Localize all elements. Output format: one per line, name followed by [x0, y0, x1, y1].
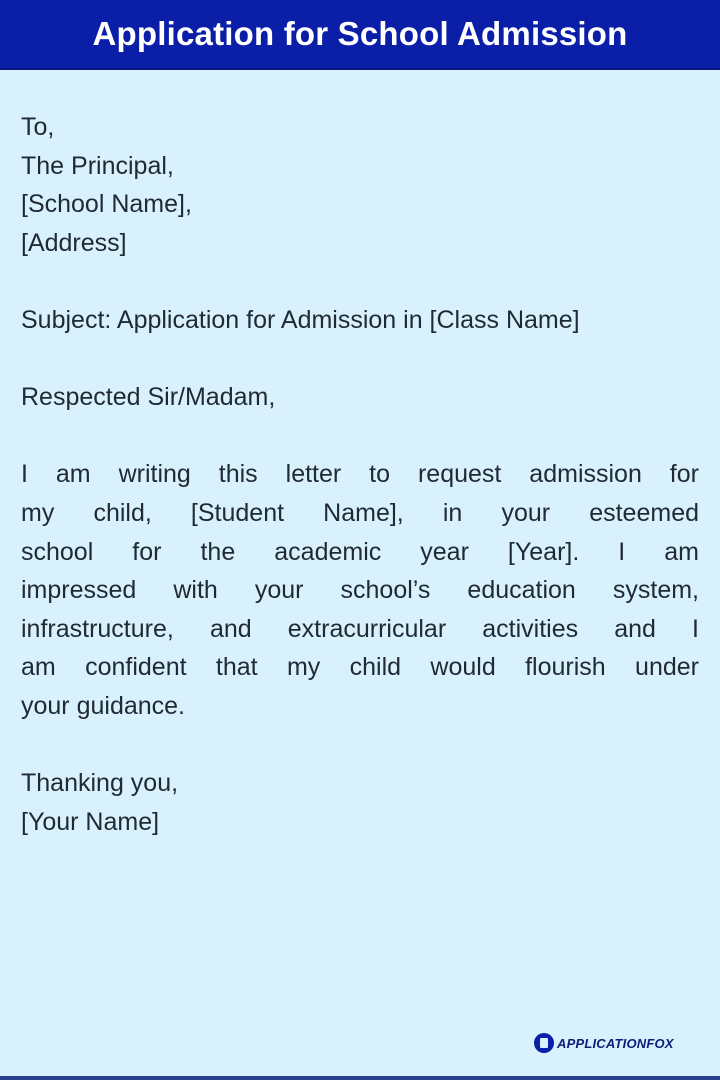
document-icon: [534, 1033, 554, 1053]
address-line: To,: [21, 113, 55, 141]
brand-logo: [534, 1033, 674, 1053]
subject-line: Subject: Application for Admission in [Class Name]: [21, 305, 580, 334]
brand-name: APPLICATIONFOX: [557, 1035, 674, 1051]
closing: Thanking you,: [21, 769, 179, 798]
body-line: impressed with your school’s education system,: [21, 576, 699, 605]
body-line: infrastructure, and extracurricular activities and I: [21, 614, 699, 643]
page-title: Application for School Admission: [92, 15, 628, 52]
letter-body: [21, 108, 699, 841]
address-line: [Address]: [21, 228, 127, 257]
body-line: I am writing this letter to request admission for: [21, 460, 699, 489]
header-bar: [0, 0, 720, 70]
salutation: Respected Sir/Madam,: [21, 383, 276, 412]
body-line: your guidance.: [21, 691, 186, 720]
body-line: my child, [Student Name], in your esteemed: [21, 498, 699, 527]
address-line: The Principal,: [21, 151, 174, 180]
address-line: [School Name],: [21, 190, 192, 219]
body-line: am confident that my child would flourish under: [21, 653, 699, 682]
body-line: school for the academic year [Year]. I am: [21, 537, 699, 566]
body-paragraph: [21, 455, 699, 725]
signature: [Your Name]: [21, 807, 160, 836]
bottom-border: [0, 1076, 720, 1080]
